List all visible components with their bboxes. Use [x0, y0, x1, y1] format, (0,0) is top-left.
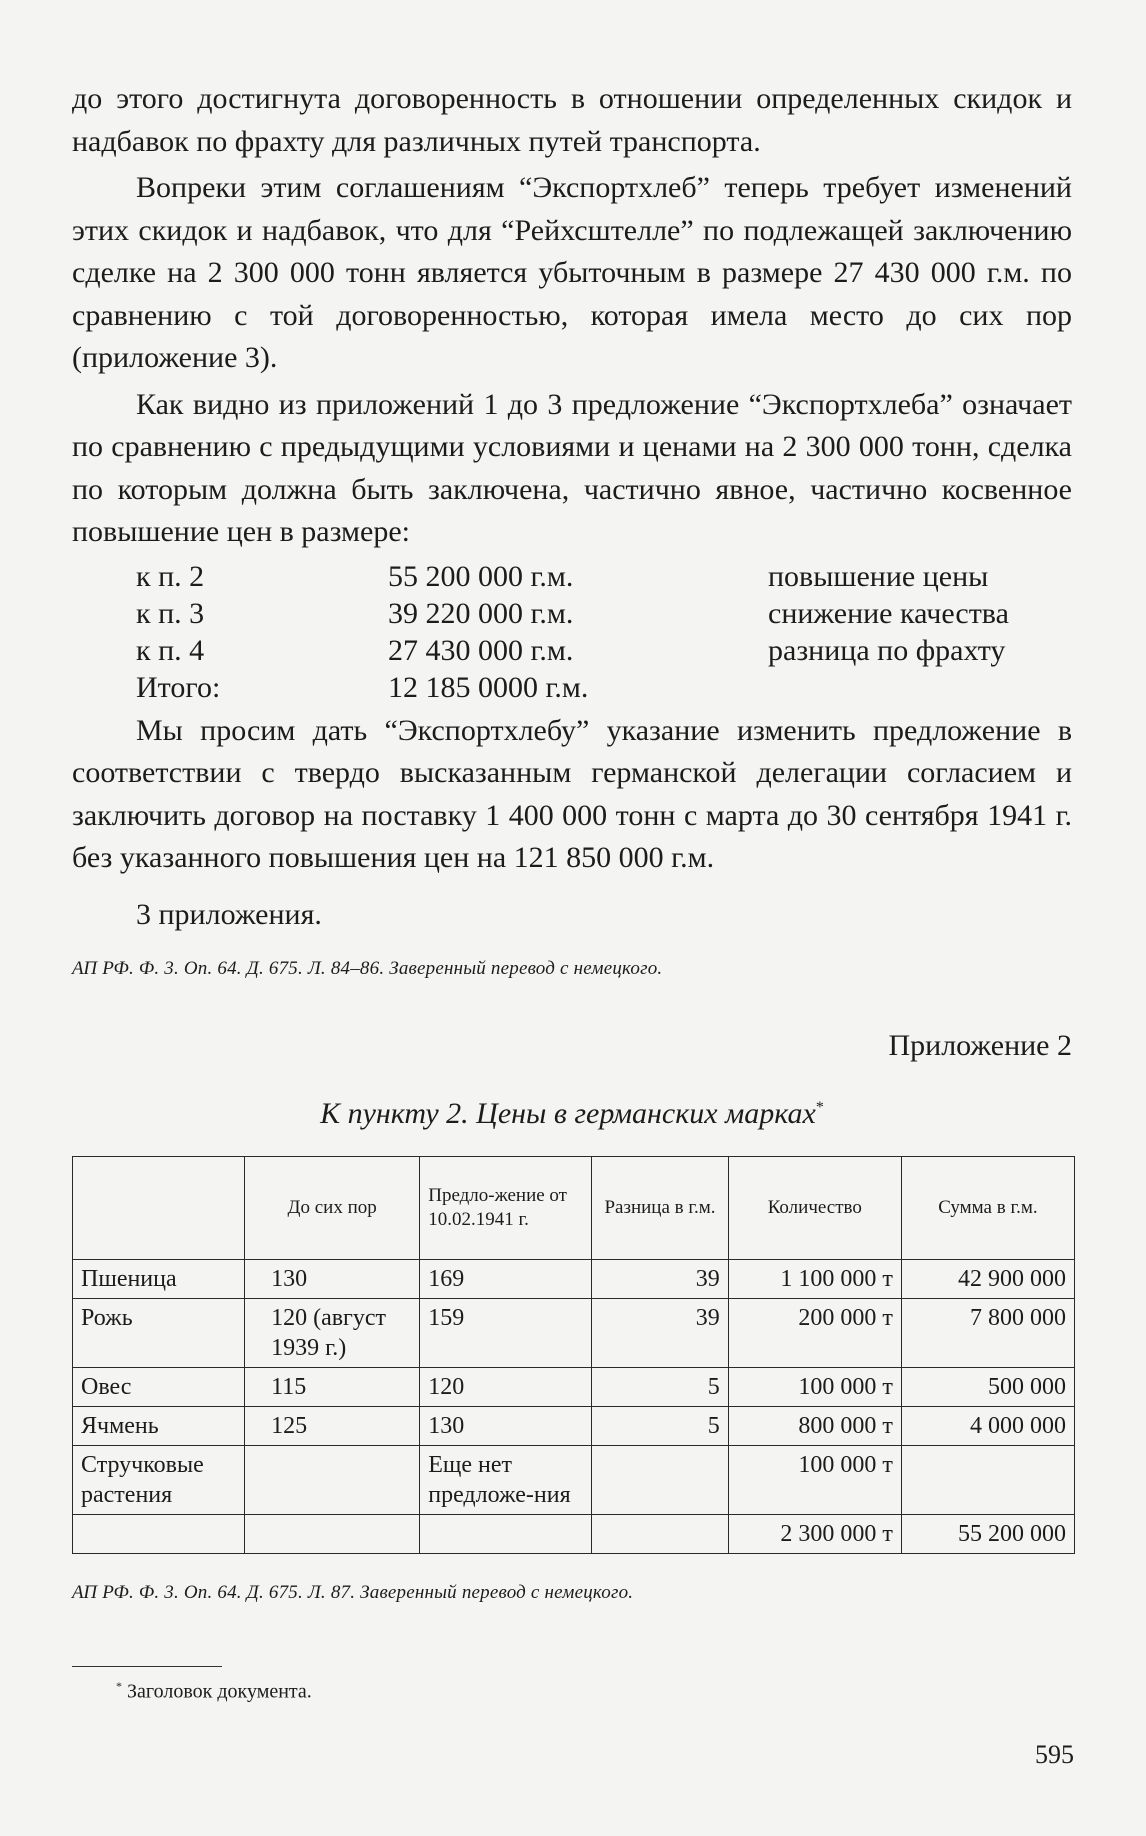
column-header: Разница в г.м.	[592, 1157, 728, 1260]
cell-old-price	[245, 1446, 420, 1515]
list-item-label: Итого:	[136, 670, 221, 704]
footnote-divider	[72, 1666, 222, 1667]
cell-new-price	[420, 1515, 592, 1554]
list-item-label: к п. 2	[136, 559, 205, 593]
cell-sum: 7 800 000	[901, 1299, 1074, 1368]
cell-crop	[73, 1515, 245, 1554]
list-item	[72, 558, 1072, 595]
cell-crop: Ячмень	[73, 1407, 245, 1446]
column-header	[73, 1157, 245, 1260]
cell-difference: 39	[592, 1260, 728, 1299]
price-increase-list	[72, 558, 1072, 706]
page-number: 595	[1035, 1740, 1074, 1769]
list-item-note: снижение качества	[768, 596, 1009, 630]
list-item-amount: 12 185 0000 г.м.	[388, 670, 589, 704]
paragraph-4: Мы просим дать “Экспортхлебу” указание изменить предложение в соответствии с твердо высказанным германской делегации согласием и заключить договор на поставку 1 400 000 тонн с марта до 30 сентября 1941 г. без указанного повышения цен на 121 850 000 г.м.	[72, 713, 1072, 874]
cell-difference	[592, 1446, 728, 1515]
table-row	[73, 1299, 1075, 1368]
prices-table	[72, 1156, 1075, 1554]
cell-difference: 39	[592, 1299, 728, 1368]
cell-difference	[592, 1515, 728, 1554]
column-header: Сумма в г.м.	[901, 1157, 1074, 1260]
list-item-amount: 27 430 000 г.м.	[388, 633, 574, 667]
table-total-row	[73, 1515, 1075, 1554]
archive-source-2: АП РФ. Ф. 3. Оп. 64. Д. 675. Л. 87. Заверенный перевод с немецкого.	[72, 1582, 634, 1603]
list-item-label: к п. 4	[136, 633, 205, 667]
cell-new-price: 130	[420, 1407, 592, 1446]
cell-sum: 500 000	[901, 1368, 1074, 1407]
cell-quantity: 200 000 т	[728, 1299, 901, 1368]
list-item-note: повышение цены	[768, 559, 989, 593]
column-header: До сих пор	[245, 1157, 420, 1260]
paragraph-5: 3 приложения.	[136, 897, 322, 931]
table-title	[72, 1088, 1072, 1134]
appendix-label: Приложение 2	[888, 1029, 1072, 1062]
page-content	[72, 78, 1072, 1704]
cell-new-price: 159	[420, 1299, 592, 1368]
cell-crop: Рожь	[73, 1299, 245, 1368]
cell-quantity: 1 100 000 т	[728, 1260, 901, 1299]
footnote-mark: *	[116, 1679, 122, 1693]
paragraph-3: Как видно из приложений 1 до 3 предложение “Экспортхлеба” означает по сравнению с предыдущими условиями и ценами на 2 300 000 тонн, сделка по которым должна быть заключена, частично явное, частично косвенное повышение цен в размере:	[72, 387, 1072, 548]
list-item-note: разница по фрахту	[768, 633, 1006, 667]
table-header-row	[73, 1157, 1075, 1260]
cell-old-price: 125	[245, 1407, 420, 1446]
table-row	[73, 1260, 1075, 1299]
table-row	[73, 1446, 1075, 1515]
cell-old-price: 115	[245, 1368, 420, 1407]
cell-old-price	[245, 1515, 420, 1554]
archive-source-1: АП РФ. Ф. 3. Оп. 64. Д. 675. Л. 84–86. Заверенный перевод с немецкого.	[72, 958, 663, 979]
list-item-label: к п. 3	[136, 596, 205, 630]
table-row	[73, 1407, 1075, 1446]
cell-quantity: 800 000 т	[728, 1407, 901, 1446]
cell-sum: 42 900 000	[901, 1260, 1074, 1299]
cell-quantity: 100 000 т	[728, 1368, 901, 1407]
cell-sum: 4 000 000	[901, 1407, 1074, 1446]
cell-old-price: 130	[245, 1260, 420, 1299]
cell-quantity-total: 2 300 000 т	[728, 1515, 901, 1554]
table-title-text: К пункту 2. Цены в германских марках	[320, 1097, 816, 1130]
paragraph-1: до этого достигнута договоренность в отношении определенных скидок и надбавок по фрахту для различных путей транспорта.	[72, 82, 1072, 158]
cell-crop: Пшеница	[73, 1260, 245, 1299]
cell-new-price: 120	[420, 1368, 592, 1407]
list-item-amount: 39 220 000 г.м.	[388, 596, 574, 630]
paragraph-2: Вопреки этим соглашениям “Экспортхлеб” теперь требует изменений этих скидок и надбавок, что для “Рейхсштелле” по подлежащей заключению сделке на 2 300 000 тонн является убыточным в размере 27 430 000 г.м. по сравнению с той договоренностью, которая имела место до сих пор (приложение 3).	[72, 171, 1072, 374]
footnote-text: Заголовок документа.	[127, 1680, 312, 1703]
cell-crop: Стручковые растения	[73, 1446, 245, 1515]
footnote	[116, 1679, 1072, 1704]
cell-difference: 5	[592, 1407, 728, 1446]
list-item-note	[768, 669, 1072, 706]
cell-new-price: Еще нет предложе-ния	[420, 1446, 592, 1515]
list-item	[72, 632, 1072, 669]
cell-crop: Овес	[73, 1368, 245, 1407]
cell-quantity: 100 000 т	[728, 1446, 901, 1515]
column-header: Предло-жение от 10.02.1941 г.	[420, 1157, 592, 1260]
cell-sum	[901, 1446, 1074, 1515]
list-item-total	[72, 669, 1072, 706]
cell-new-price: 169	[420, 1260, 592, 1299]
list-item-amount: 55 200 000 г.м.	[388, 559, 574, 593]
footnote-mark: *	[815, 1099, 824, 1116]
table-row	[73, 1368, 1075, 1407]
column-header: Количество	[728, 1157, 901, 1260]
cell-sum-total: 55 200 000	[901, 1515, 1074, 1554]
cell-old-price: 120 (август 1939 г.)	[245, 1299, 420, 1368]
cell-difference: 5	[592, 1368, 728, 1407]
list-item	[72, 595, 1072, 632]
